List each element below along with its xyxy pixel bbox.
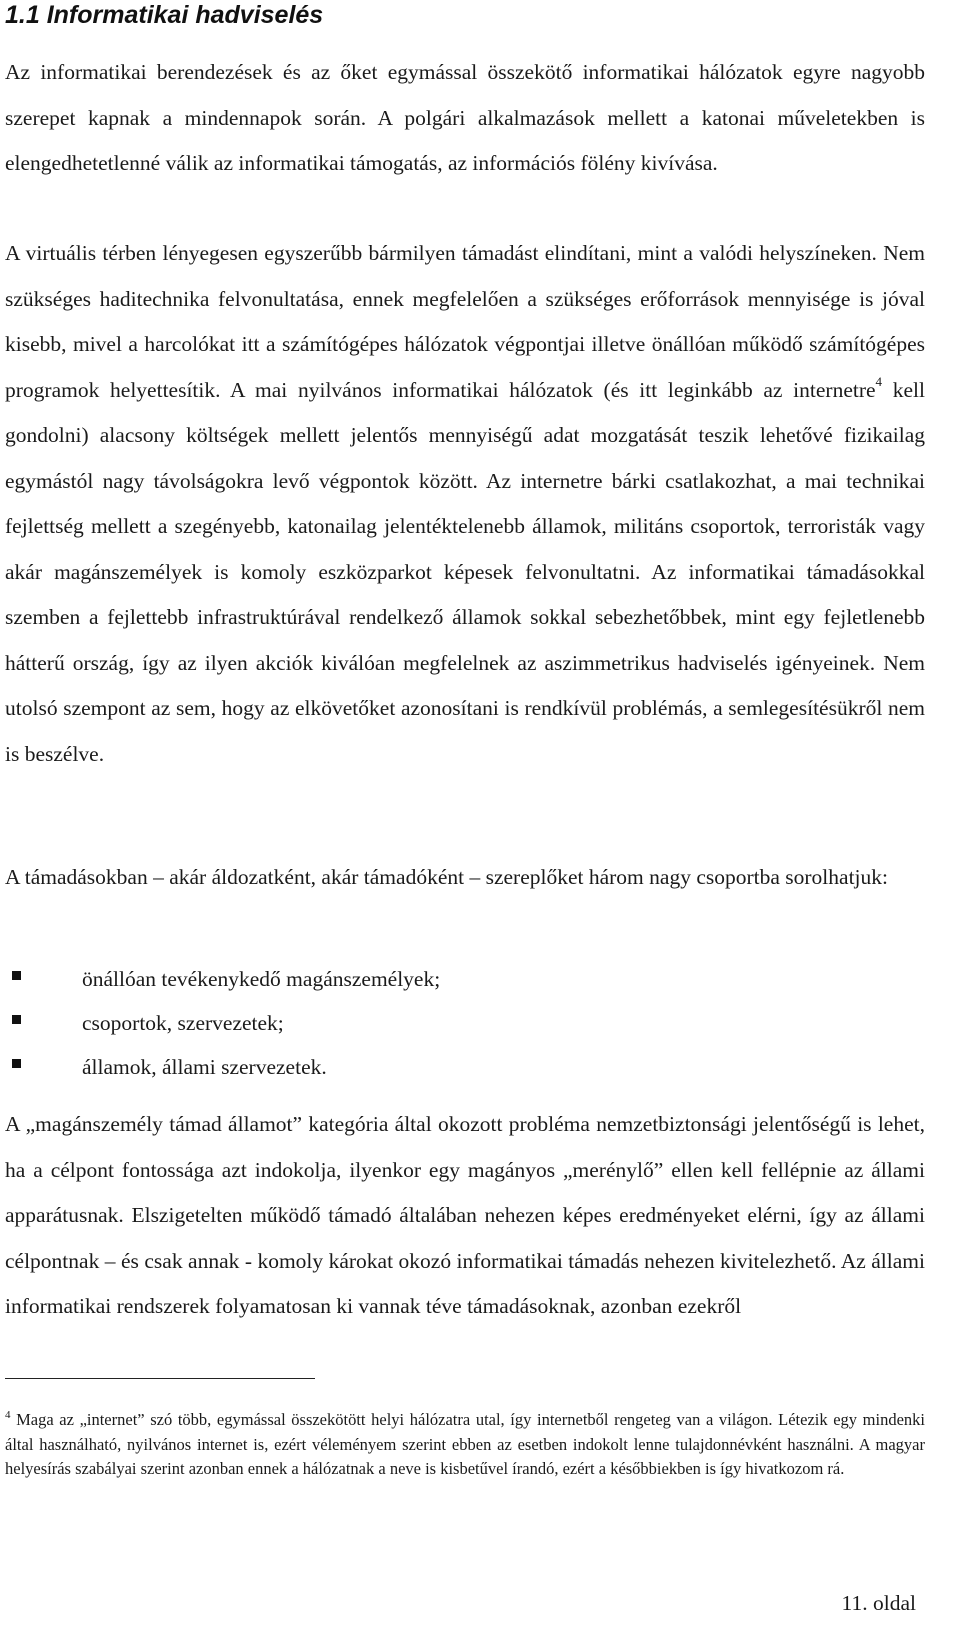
bullet-list <box>5 957 925 1089</box>
footnote-separator <box>5 1378 315 1379</box>
paragraph-text: A virtuális térben lényegesen egyszerűbb bármilyen támadást elindítani, mint a valódi helyszíneken. Nem szükséges haditechnika felvonultatása, ennek megfelelően a szükséges erőforrások mennyisége is jóval kisebb, mivel a harcolókat itt a számítógépes hálózatok végpontjai illetve önállóan működő számítógépes programok helyettesítik. A mai nyilvános informatikai hálózatok (és itt leginkább az internetre <box>5 241 925 402</box>
paragraph-virtual-space <box>5 231 925 777</box>
square-bullet-icon <box>12 971 21 980</box>
page-number: 11. oldal <box>841 1591 916 1615</box>
footnote-marker: 4 <box>5 1409 11 1421</box>
list-item <box>5 1001 925 1045</box>
paragraph-individual-attacker: A „magánszemély támad államot” kategória által okozott probléma nemzetbiztonsági jelentőségű is lehet, ha a célpont fontossága azt indokolja, ilyenkor egy magányos „merénylő” ellen kell fellépnie az állami apparátusnak. Elszigetelten működő támadó általában nehezen képes eredményeket elérni, így az állami célpontnak – és csak annak - komoly károkat okozó informatikai támadás nehezen kivitelezhető. Az állami informatikai rendszerek folyamatosan ki vannak téve támadásoknak, azonban ezekről <box>5 1112 925 1318</box>
footnote <box>5 1408 925 1482</box>
list-item-text: államok, állami szervezetek. <box>82 1055 327 1079</box>
footnote-reference[interactable]: 4 <box>875 373 883 389</box>
footnote-text: Maga az „internet” szó több, egymással összekötött helyi hálózatra utal, így internetből rengeteg van a világon. Létezik egy mindenki által használható, nyilvános internet is, ezért véleményem szerint ebben az esetben indokolt lenne tulajdonnévként használni. A magyar helyesírás szabályai szerint azonban ennek a hálózatnak a neve is kisbetűvel írandó, ezért a későbbiekben is így hivatkozom rá. <box>5 1410 925 1478</box>
list-item-text: csoportok, szervezetek; <box>82 1011 284 1035</box>
list-item <box>5 1045 925 1089</box>
section-heading: 1.1 Informatikai hadviselés <box>5 1 324 29</box>
list-item-text: önállóan tevékenykedő magánszemélyek; <box>82 967 441 991</box>
paragraph-groups-intro: A támadásokban – akár áldozatként, akár támadóként – szereplőket három nagy csoportba sorolhatjuk: <box>5 865 888 889</box>
square-bullet-icon <box>12 1059 21 1068</box>
paragraph-text: kell gondolni) alacsony költségek mellett jelentős mennyiségű adat mozgatását teszik lehetővé fizikailag egymástól nagy távolságokra levő végpontok között. Az internetre bárki csatlakozhat, a mai technikai fejlettség mellett a szegényebb, katonailag jelentéktelenebb államok, militáns csoportok, terroristák vagy akár magánszemélyek is komoly eszközparkot képesek felvonultatni. Az informatikai támadásokkal szemben a fejlettebb infrastruktúrával rendelkező államok sokkal sebezhetőbbek, mint egy fejletlenebb hátterű ország, így az ilyen akciók kiválóan megfelelnek az aszimmetrikus hadviselés igényeinek. Nem utolsó szempont az sem, hogy az elkövetőket azonosítani is rendkívül problémás, a semlegesítésükről nem is beszélve. <box>5 377 925 766</box>
square-bullet-icon <box>12 1015 21 1024</box>
paragraph-intro: Az informatikai berendezések és az őket egymással összekötő informatikai hálózatok egyre nagyobb szerepet kapnak a mindennapok során. A polgári alkalmazások mellett a katonai műveletekben is elengedhetetlenné válik az informatikai támogatás, az információs fölény kivívása. <box>5 60 925 175</box>
list-item <box>5 957 925 1001</box>
